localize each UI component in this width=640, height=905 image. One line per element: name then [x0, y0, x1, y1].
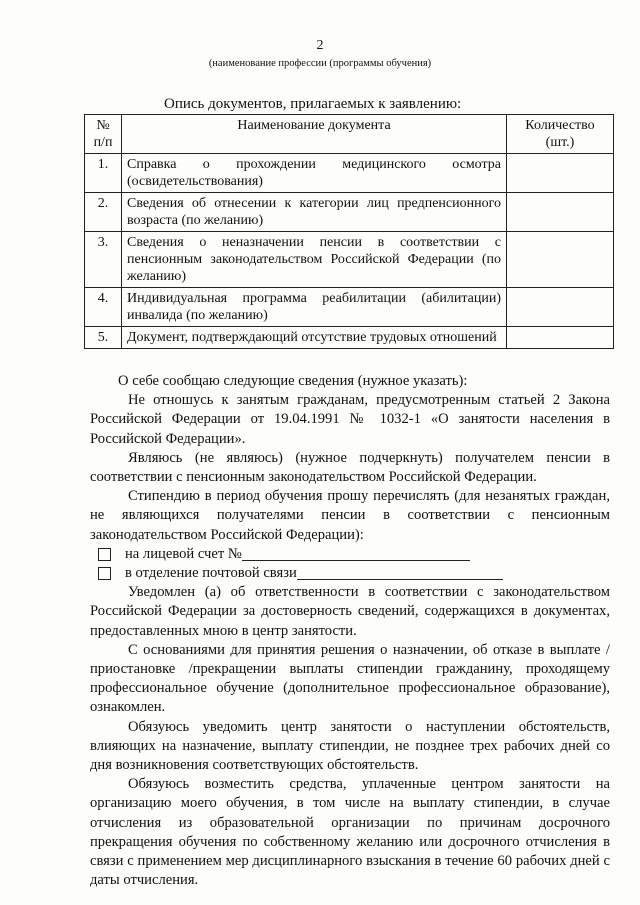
table-row: [85, 193, 614, 232]
intro-text: О себе сообщаю следующие сведения (нужное указать):: [118, 373, 468, 389]
paragraph-notify: Обязуюсь уведомить центр занятости о наступлении обстоятельств, влияющих на назначение, выплату стипендии, не позднее трех рабочих дней со дня возникновения соответствующих обстоятельств.: [90, 718, 610, 774]
paragraph-responsibility: Уведомлен (а) об ответственности в соответствии с законодательством Российской Федерации за достоверность сведений, содержащихся в документах, предоставленных мною в центр занятости.: [90, 584, 610, 639]
option-account[interactable]: [98, 545, 610, 564]
row-qty-cell[interactable]: [507, 154, 614, 193]
checkbox-icon[interactable]: [98, 567, 111, 580]
paragraph-pension[interactable]: Являюсь (не являюсь) (нужное подчеркнуть) получателем пенсии в соответствии с пенсионным законодательством Российской Федерации.: [90, 449, 610, 486]
row-qty-cell[interactable]: [507, 193, 614, 232]
paragraph-grounds: С основаниями для принятия решения о назначении, об отказе в выплате /приостановке /прекращении выплаты стипендии гражданину, проходящему профессиональное обучение (дополнительное профессиональное образование), ознакомлен.: [90, 641, 610, 716]
row-qty-cell[interactable]: [507, 288, 614, 327]
profession-caption: (наименование профессии (программы обучения): [208, 58, 432, 69]
row-num: 1.: [85, 154, 122, 193]
table-row: [85, 232, 614, 288]
table-row: [85, 327, 614, 349]
col-name-header: Наименование документа: [122, 115, 507, 154]
option-account-label: на лицевой счет №: [125, 545, 242, 562]
row-name: Индивидуальная программа реабилитации (абилитации) инвалида (по желанию): [122, 288, 507, 327]
row-name: Документ, подтверждающий отсутствие трудовых отношений: [122, 327, 507, 349]
row-name: Сведения о неназначении пенсии в соответствии с пенсионным законодательством Российской Федерации (по желанию): [122, 232, 507, 288]
inventory-title: Опись документов, прилагаемых к заявлению:: [164, 96, 462, 112]
paragraph-reimburse: Обязуюсь возместить средства, уплаченные центром занятости на организацию моего обучения, в том числе на выплату стипендии, в случае отчисления из образовательной организации по причинам досрочного прекращения обучения по собственному желанию или досрочного отчисления в связи с применением мер дисциплинарного взыскания в течение 60 рабочих дней с даты отчисления.: [90, 776, 610, 889]
option-post-label: в отделение почтовой связи: [125, 565, 297, 582]
checkbox-icon[interactable]: [98, 548, 111, 561]
row-qty-cell[interactable]: [507, 327, 614, 349]
documents-table: [84, 114, 614, 349]
account-number-field[interactable]: [242, 548, 470, 561]
col-qty-header: Количество (шт.): [507, 115, 614, 154]
post-office-field[interactable]: [297, 567, 503, 580]
table-row: [85, 288, 614, 327]
table-row: [85, 154, 614, 193]
table-header-row: [85, 115, 614, 154]
row-name: Сведения об отнесении к категории лиц предпенсионного возраста (по желанию): [122, 193, 507, 232]
row-num: 3.: [85, 232, 122, 288]
row-qty-cell[interactable]: [507, 232, 614, 288]
paragraph-not-employed: Не отношусь к занятым гражданам, предусмотренным статьей 2 Закона Российской Федерации от 19.04.1991 № 1032-1 «О занятости населения в Российской Федерации».: [90, 392, 610, 447]
paragraph-stipend: Стипендию в период обучения прошу перечислять (для незанятых граждан, не являющихся получателями пенсии в соответствии с пенсионным законодательством Российской Федерации):: [90, 488, 610, 543]
row-num: 2.: [85, 193, 122, 232]
page-number: 2: [316, 38, 324, 53]
row-num: 5.: [85, 327, 122, 349]
row-name: Справка о прохождении медицинского осмотра (освидетельствования): [122, 154, 507, 193]
row-num: 4.: [85, 288, 122, 327]
col-num-header: № п/п: [85, 115, 122, 154]
statement-body: [90, 372, 610, 890]
option-post[interactable]: [98, 564, 610, 583]
